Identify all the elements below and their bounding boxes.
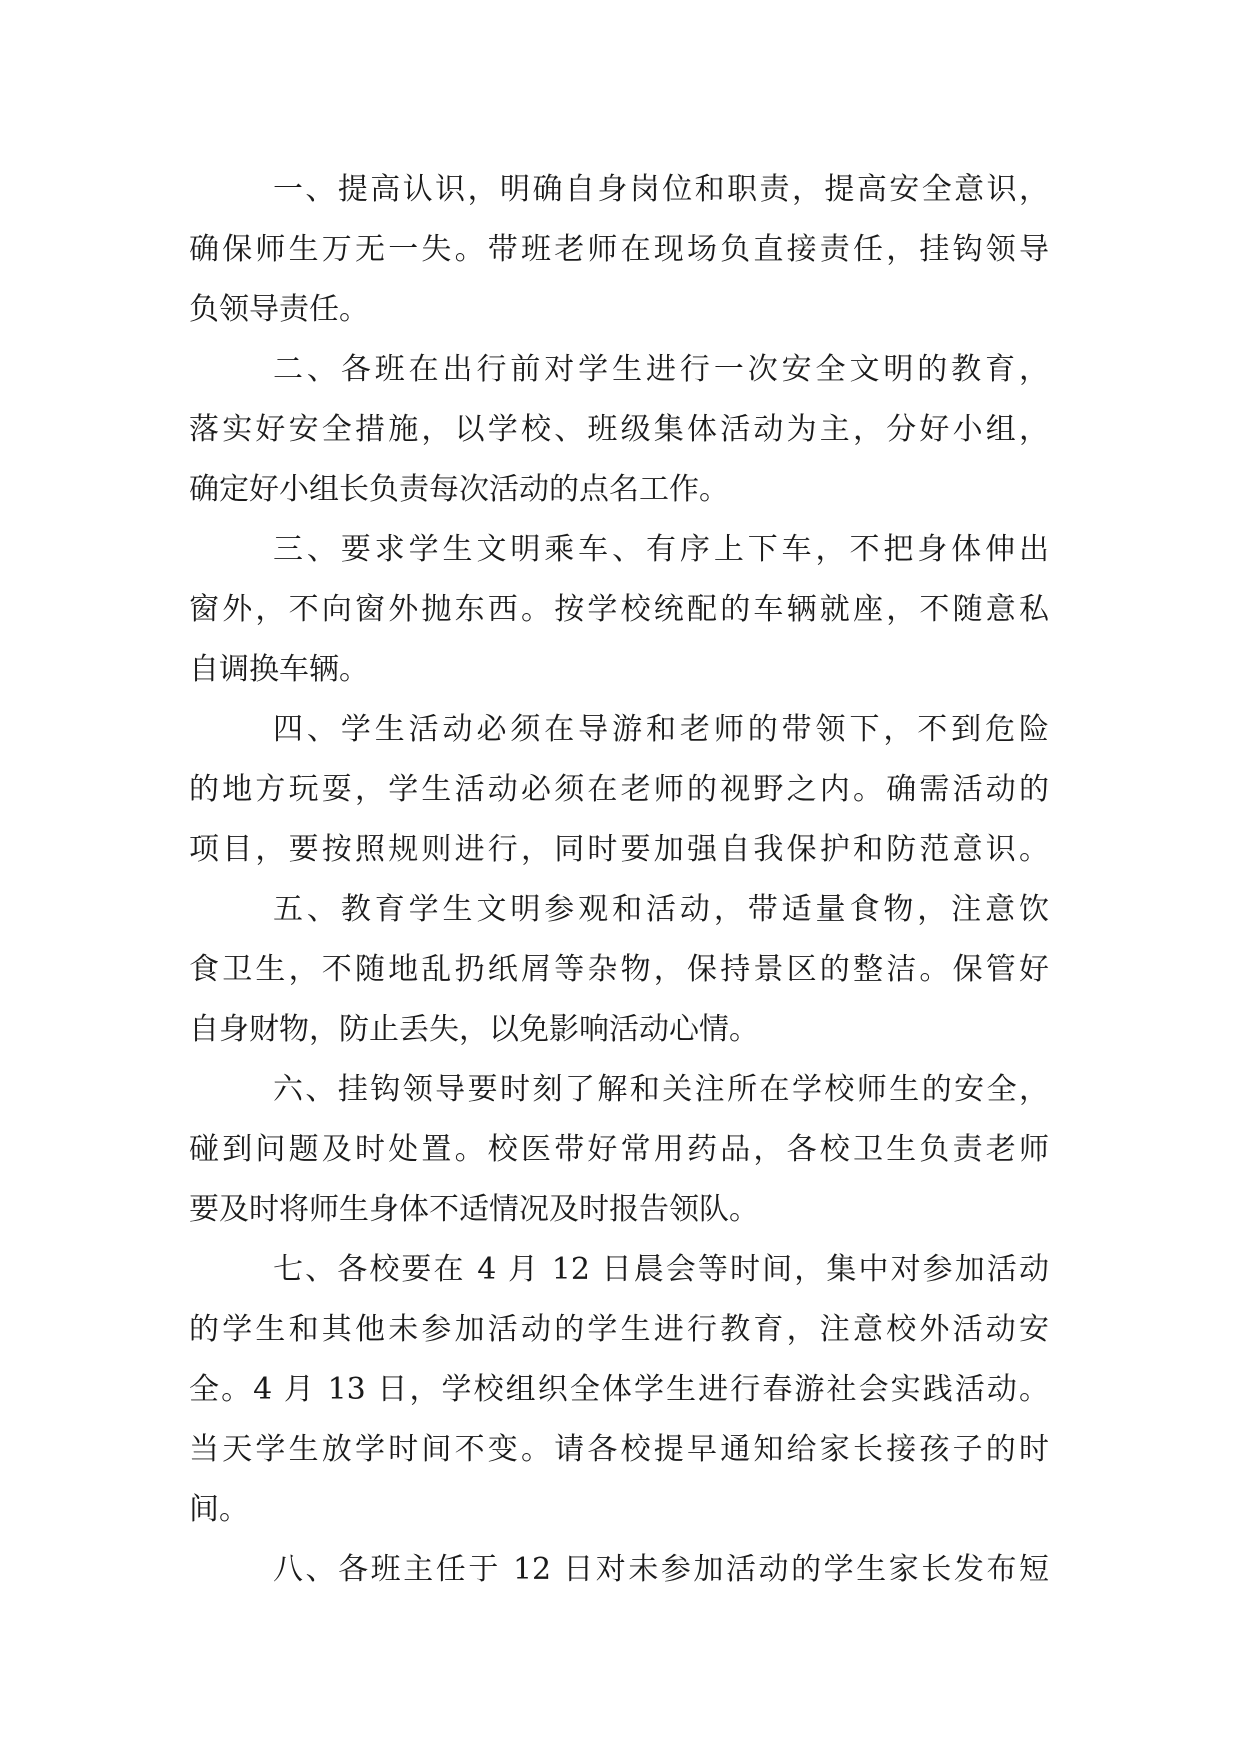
paragraph-6-line-2: 碰到问题及时处置。校医带好常用药品，各校卫生负责老师 — [189, 1132, 1049, 1167]
paragraph-7-line-2: 的学生和其他未参加活动的学生进行教育，注意校外活动安 — [189, 1312, 1049, 1347]
document-body — [189, 160, 1049, 1600]
paragraph-6-line-1: 六、挂钩领导要时刻了解和关注所在学校师生的安全， — [273, 1072, 1049, 1107]
paragraph-4-line-2: 的地方玩耍，学生活动必须在老师的视野之内。确需活动的 — [189, 772, 1049, 807]
paragraph-7-line-4: 当天学生放学时间不变。请各校提早通知给家长接孩子的时 — [189, 1432, 1049, 1467]
paragraph-3-line-3: 自调换车辆。 — [189, 652, 369, 687]
paragraph-5-line-1: 五、教育学生文明参观和活动，带适量食物，注意饮 — [273, 892, 1049, 927]
paragraph-8-line-1: 八、各班主任于 12 日对未参加活动的学生家长发布短 — [273, 1552, 1049, 1587]
paragraph-2-line-3: 确定好小组长负责每次活动的点名工作。 — [189, 472, 729, 507]
paragraph-6-line-3: 要及时将师生身体不适情况及时报告领队。 — [189, 1192, 759, 1227]
paragraph-1-line-2: 确保师生万无一失。带班老师在现场负直接责任，挂钩领导 — [189, 232, 1049, 267]
paragraph-2-line-2: 落实好安全措施，以学校、班级集体活动为主，分好小组， — [189, 412, 1049, 447]
paragraph-1-line-3: 负领导责任。 — [189, 292, 369, 327]
paragraph-7-line-5: 间。 — [189, 1492, 249, 1527]
paragraph-4-line-3: 项目，要按照规则进行，同时要加强自我保护和防范意识。 — [189, 832, 1049, 867]
paragraph-7-line-1: 七、各校要在 4 月 12 日晨会等时间，集中对参加活动 — [273, 1252, 1049, 1287]
paragraph-3-line-2: 窗外，不向窗外抛东西。按学校统配的车辆就座，不随意私 — [189, 592, 1049, 627]
paragraph-3-line-1: 三、要求学生文明乘车、有序上下车，不把身体伸出 — [273, 532, 1049, 567]
paragraph-4-line-1: 四、学生活动必须在导游和老师的带领下，不到危险 — [273, 712, 1049, 747]
paragraph-1-line-1: 一、提高认识，明确自身岗位和职责，提高安全意识， — [273, 172, 1049, 207]
paragraph-2-line-1: 二、各班在出行前对学生进行一次安全文明的教育， — [273, 352, 1049, 387]
paragraph-5-line-3: 自身财物，防止丢失，以免影响活动心情。 — [189, 1012, 759, 1047]
paragraph-5-line-2: 食卫生，不随地乱扔纸屑等杂物，保持景区的整洁。保管好 — [189, 952, 1049, 987]
paragraph-7-line-3: 全。4 月 13 日，学校组织全体学生进行春游社会实践活动。 — [189, 1372, 1049, 1407]
